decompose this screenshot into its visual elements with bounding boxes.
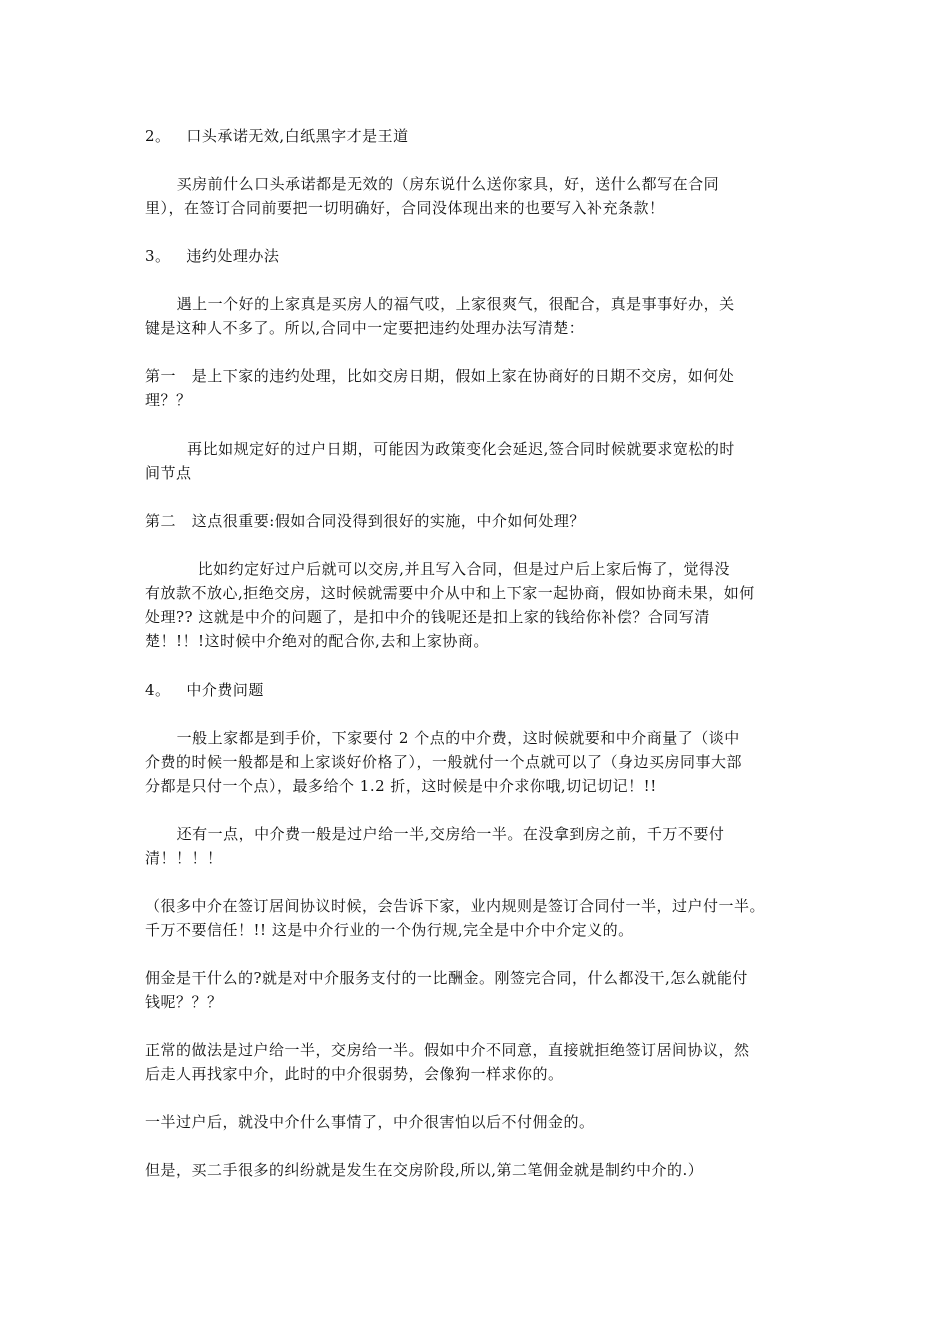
paragraph-line: 介费的时候一般都是和上家谈好价格了），一般就付一个点就可以了（身边买房同事大部 bbox=[145, 753, 743, 771]
paragraph-line: 理？？ bbox=[145, 391, 192, 409]
paragraph-industry-rule bbox=[145, 894, 825, 942]
heading-text: 3。 违约处理办法 bbox=[145, 247, 280, 265]
paragraph-line: 比如约定好过户后就可以交房,并且写入合同，但是过户后上家后悔了，觉得没 bbox=[145, 560, 730, 578]
paragraph-line: 键是这种人不多了。所以,合同中一定要把违约处理办法写清楚： bbox=[145, 319, 585, 337]
paragraph-line: 里），在签订合同前要把一切明确好，合同没体现出来的也要写入补充条款！ bbox=[145, 199, 665, 217]
paragraph-line: 再比如规定好的过户日期，可能因为政策变化会延迟,签合同时候就要求宽松的时 bbox=[145, 440, 735, 458]
paragraph-line: 清！！！！ bbox=[145, 849, 223, 867]
paragraph-commission-purpose bbox=[145, 966, 825, 1014]
section-heading-2 bbox=[145, 124, 825, 148]
paragraph-line: 第一 是上下家的违约处理，比如交房日期，假如上家在协商好的日期不交房，如何处 bbox=[145, 367, 735, 385]
paragraph-agency-fee bbox=[145, 726, 825, 798]
heading-text: 2。 口头承诺无效,白纸黑字才是王道 bbox=[145, 127, 409, 145]
paragraph-line: 有放款不放心,拒绝交房，这时候就需要中介从中和上下家一起协商，假如协商未果，如何 bbox=[145, 584, 755, 602]
paragraph-good-seller bbox=[145, 292, 825, 340]
paragraph-line: 第二 这点很重要:假如合同没得到很好的实施，中介如何处理？ bbox=[145, 512, 585, 530]
paragraph-transfer-date bbox=[145, 437, 825, 485]
paragraph-second-commission bbox=[145, 1158, 825, 1182]
paragraph-line: 一般上家都是到手价，下家要付 2 个点的中介费，这时候就要和中介商量了（谈中 bbox=[145, 729, 740, 747]
paragraph-line: 佣金是干什么的?就是对中介服务支付的一比酬金。刚签完合同，什么都没干,怎么就能付 bbox=[145, 969, 748, 987]
paragraph-line: 后走人再找家中介，此时的中介很弱势，会像狗一样求你的。 bbox=[145, 1065, 564, 1083]
paragraph-line: 正常的做法是过户给一半，交房给一半。假如中介不同意，直接就拒绝签订居间协议，然 bbox=[145, 1041, 750, 1059]
paragraph-line: 但是，买二手很多的纠纷就是发生在交房阶段,所以,第二笔佣金就是制约中介的.） bbox=[145, 1161, 704, 1179]
paragraph-normal-practice bbox=[145, 1038, 825, 1086]
paragraph-line: 钱呢？？？ bbox=[145, 993, 223, 1011]
paragraph-line: 还有一点，中介费一般是过户给一半,交房给一半。在没拿到房之前，千万不要付 bbox=[145, 825, 725, 843]
paragraph-payment-split bbox=[145, 822, 825, 870]
paragraph-line: 遇上一个好的上家真是买房人的福气哎，上家很爽气，很配合，真是事事好办，关 bbox=[145, 295, 735, 313]
paragraph-line: （很多中介在签订居间协议时候，会告诉下家，业内规则是签订合同付一半，过户付一半。 bbox=[145, 897, 766, 915]
paragraph-after-transfer bbox=[145, 1110, 825, 1134]
paragraph-line: 千万不要信任！!! 这是中介行业的一个伪行规,完全是中介中介定义的。 bbox=[145, 921, 634, 939]
heading-text: 4。 中介费问题 bbox=[145, 681, 264, 699]
paragraph-line: 楚！!！!这时候中介绝对的配合你,去和上家协商。 bbox=[145, 632, 489, 650]
paragraph-line: 分都是只付一个点），最多给个 1.2 折，这时候是中介求你哦,切记切记！!! bbox=[145, 777, 657, 795]
paragraph-line: 买房前什么口头承诺都是无效的（房东说什么送你家具，好，送什么都写在合同 bbox=[145, 175, 720, 193]
paragraph-second-point bbox=[145, 509, 825, 533]
paragraph-handover-example bbox=[145, 557, 825, 653]
paragraph-verbal-promise bbox=[145, 172, 825, 220]
section-heading-3 bbox=[145, 244, 825, 268]
paragraph-first-point bbox=[145, 364, 825, 412]
section-heading-4 bbox=[145, 678, 825, 702]
paragraph-line: 处理?? 这就是中介的问题了，是扣中介的钱呢还是扣上家的钱给你补偿？合同写清 bbox=[145, 608, 710, 626]
paragraph-line: 间节点 bbox=[145, 464, 192, 482]
paragraph-line: 一半过户后，就没中介什么事情了，中介很害怕以后不付佣金的。 bbox=[145, 1113, 595, 1131]
